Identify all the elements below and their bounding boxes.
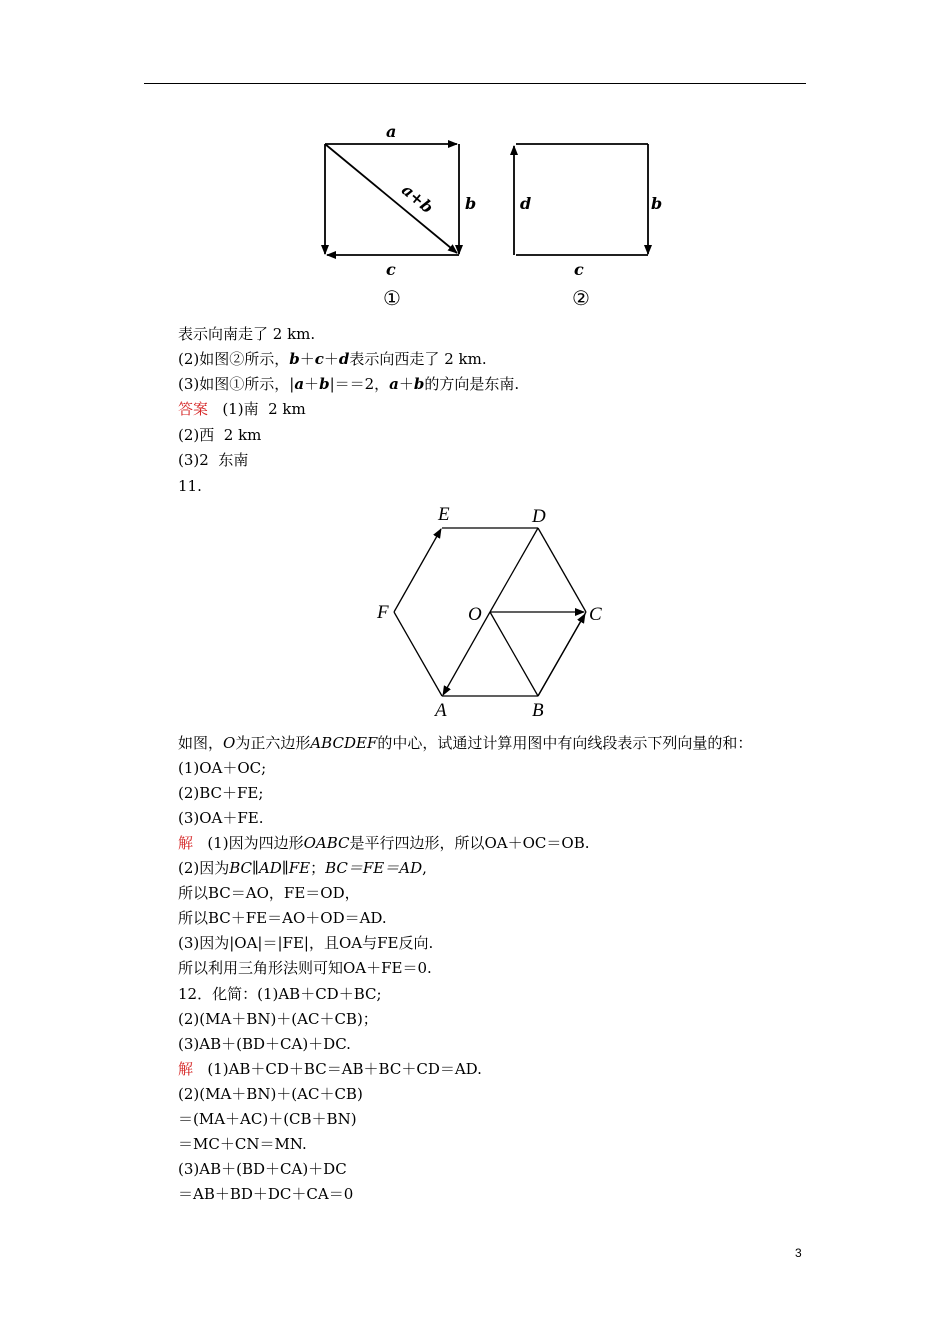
solution-12-line-3: ＝(MA＋AC)＋(CB＋BN) [178,1110,357,1128]
page-number: 3 [795,1246,802,1260]
solution-label: 解 [178,834,194,852]
solution-11-line-1: 解 (1)因为四边形OABC是平行四边形，所以OA＋OC＝OB. [178,834,590,852]
problem-12-part-3: (3)AB＋(BD＋CA)＋DC. [178,1035,351,1053]
label-d: d [520,194,532,213]
solution-11-line-2: (2)因为BC∥AD∥FE；BC＝FE＝AD, [178,859,427,877]
vertex-label-A: A [435,700,447,721]
question-11-number: 11. [178,477,202,495]
solution-11-line-4: 所以BC＋FE＝AO＋OD＝AD. [178,909,387,927]
solution-12-line-4: ＝MC＋CN＝MN. [178,1135,307,1153]
answer-line-3: (3)2 东南 [178,451,249,469]
solution-11-line-6: 所以利用三角形法则可知OA＋FE＝0. [178,959,432,977]
solution-11-line-5: (3)因为|OA|＝|FE|，且OA与FE反向. [178,934,434,952]
solution-12-line-5: (3)AB＋(BD＋CA)＋DC [178,1160,347,1178]
vertex-label-D: D [532,506,546,527]
label-a-plus-b: a+b [398,180,438,218]
vertex-label-F: F [377,602,389,623]
solution-11-line-3: 所以BC＝AO，FE＝OD， [178,884,360,902]
vertex-label-B: B [532,700,544,721]
vertex-label-O: O [468,604,482,625]
label-c-1: c [386,260,396,279]
label-c-2: c [574,260,584,279]
caption-circled-1: ① [383,286,401,310]
label-b-1: b [465,194,477,213]
vertex-label-E: E [438,504,450,525]
problem-11-part-2: (2)BC＋FE; [178,784,264,802]
rectangle-1 [325,144,459,255]
solution-12-line-2: (2)(MA＋BN)＋(AC＋CB) [178,1085,363,1103]
caption-circled-2: ② [572,286,590,310]
solution-label-2: 解 [178,1060,194,1078]
text-line-3: (3)如图①所示，|a＋b|＝＝2，a＋b的方向是东南. [178,375,520,393]
problem-11-part-3: (3)OA＋FE. [178,809,264,827]
solution-12-line-6: ＝AB＋BD＋DC＋CA＝0 [178,1185,354,1203]
text-line-2: (2)如图②所示，b＋c＋d表示向西走了 2 km. [178,350,487,368]
problem-12-part-1: 12．化简：(1)AB＋CD＋BC; [178,985,382,1003]
solution-12-line-1: 解 (1)AB＋CD＋BC＝AB＋BC＋CD＝AD. [178,1060,482,1078]
answer-line-1: 答案 (1)南 2 km [178,400,306,418]
label-a: a [386,122,397,141]
answer-label: 答案 [178,400,209,418]
problem-11-part-1: (1)OA＋OC; [178,759,267,777]
problem-12-part-2: (2)(MA＋BN)＋(AC＋CB)； [178,1010,378,1028]
answer-line-2: (2)西 2 km [178,426,262,444]
label-b-2: b [651,194,663,213]
problem-11-statement: 如图，O为正六边形ABCDEF的中心，试通过计算用图中有向线段表示下列向量的和： [178,734,753,752]
figure-regular-hexagon [370,500,620,725]
header-rule [144,83,806,84]
text-line-1: 表示向南走了 2 km. [178,325,316,343]
vertex-label-C: C [589,604,602,625]
figure-vector-rectangles [300,115,680,315]
rectangle-2 [514,144,648,255]
